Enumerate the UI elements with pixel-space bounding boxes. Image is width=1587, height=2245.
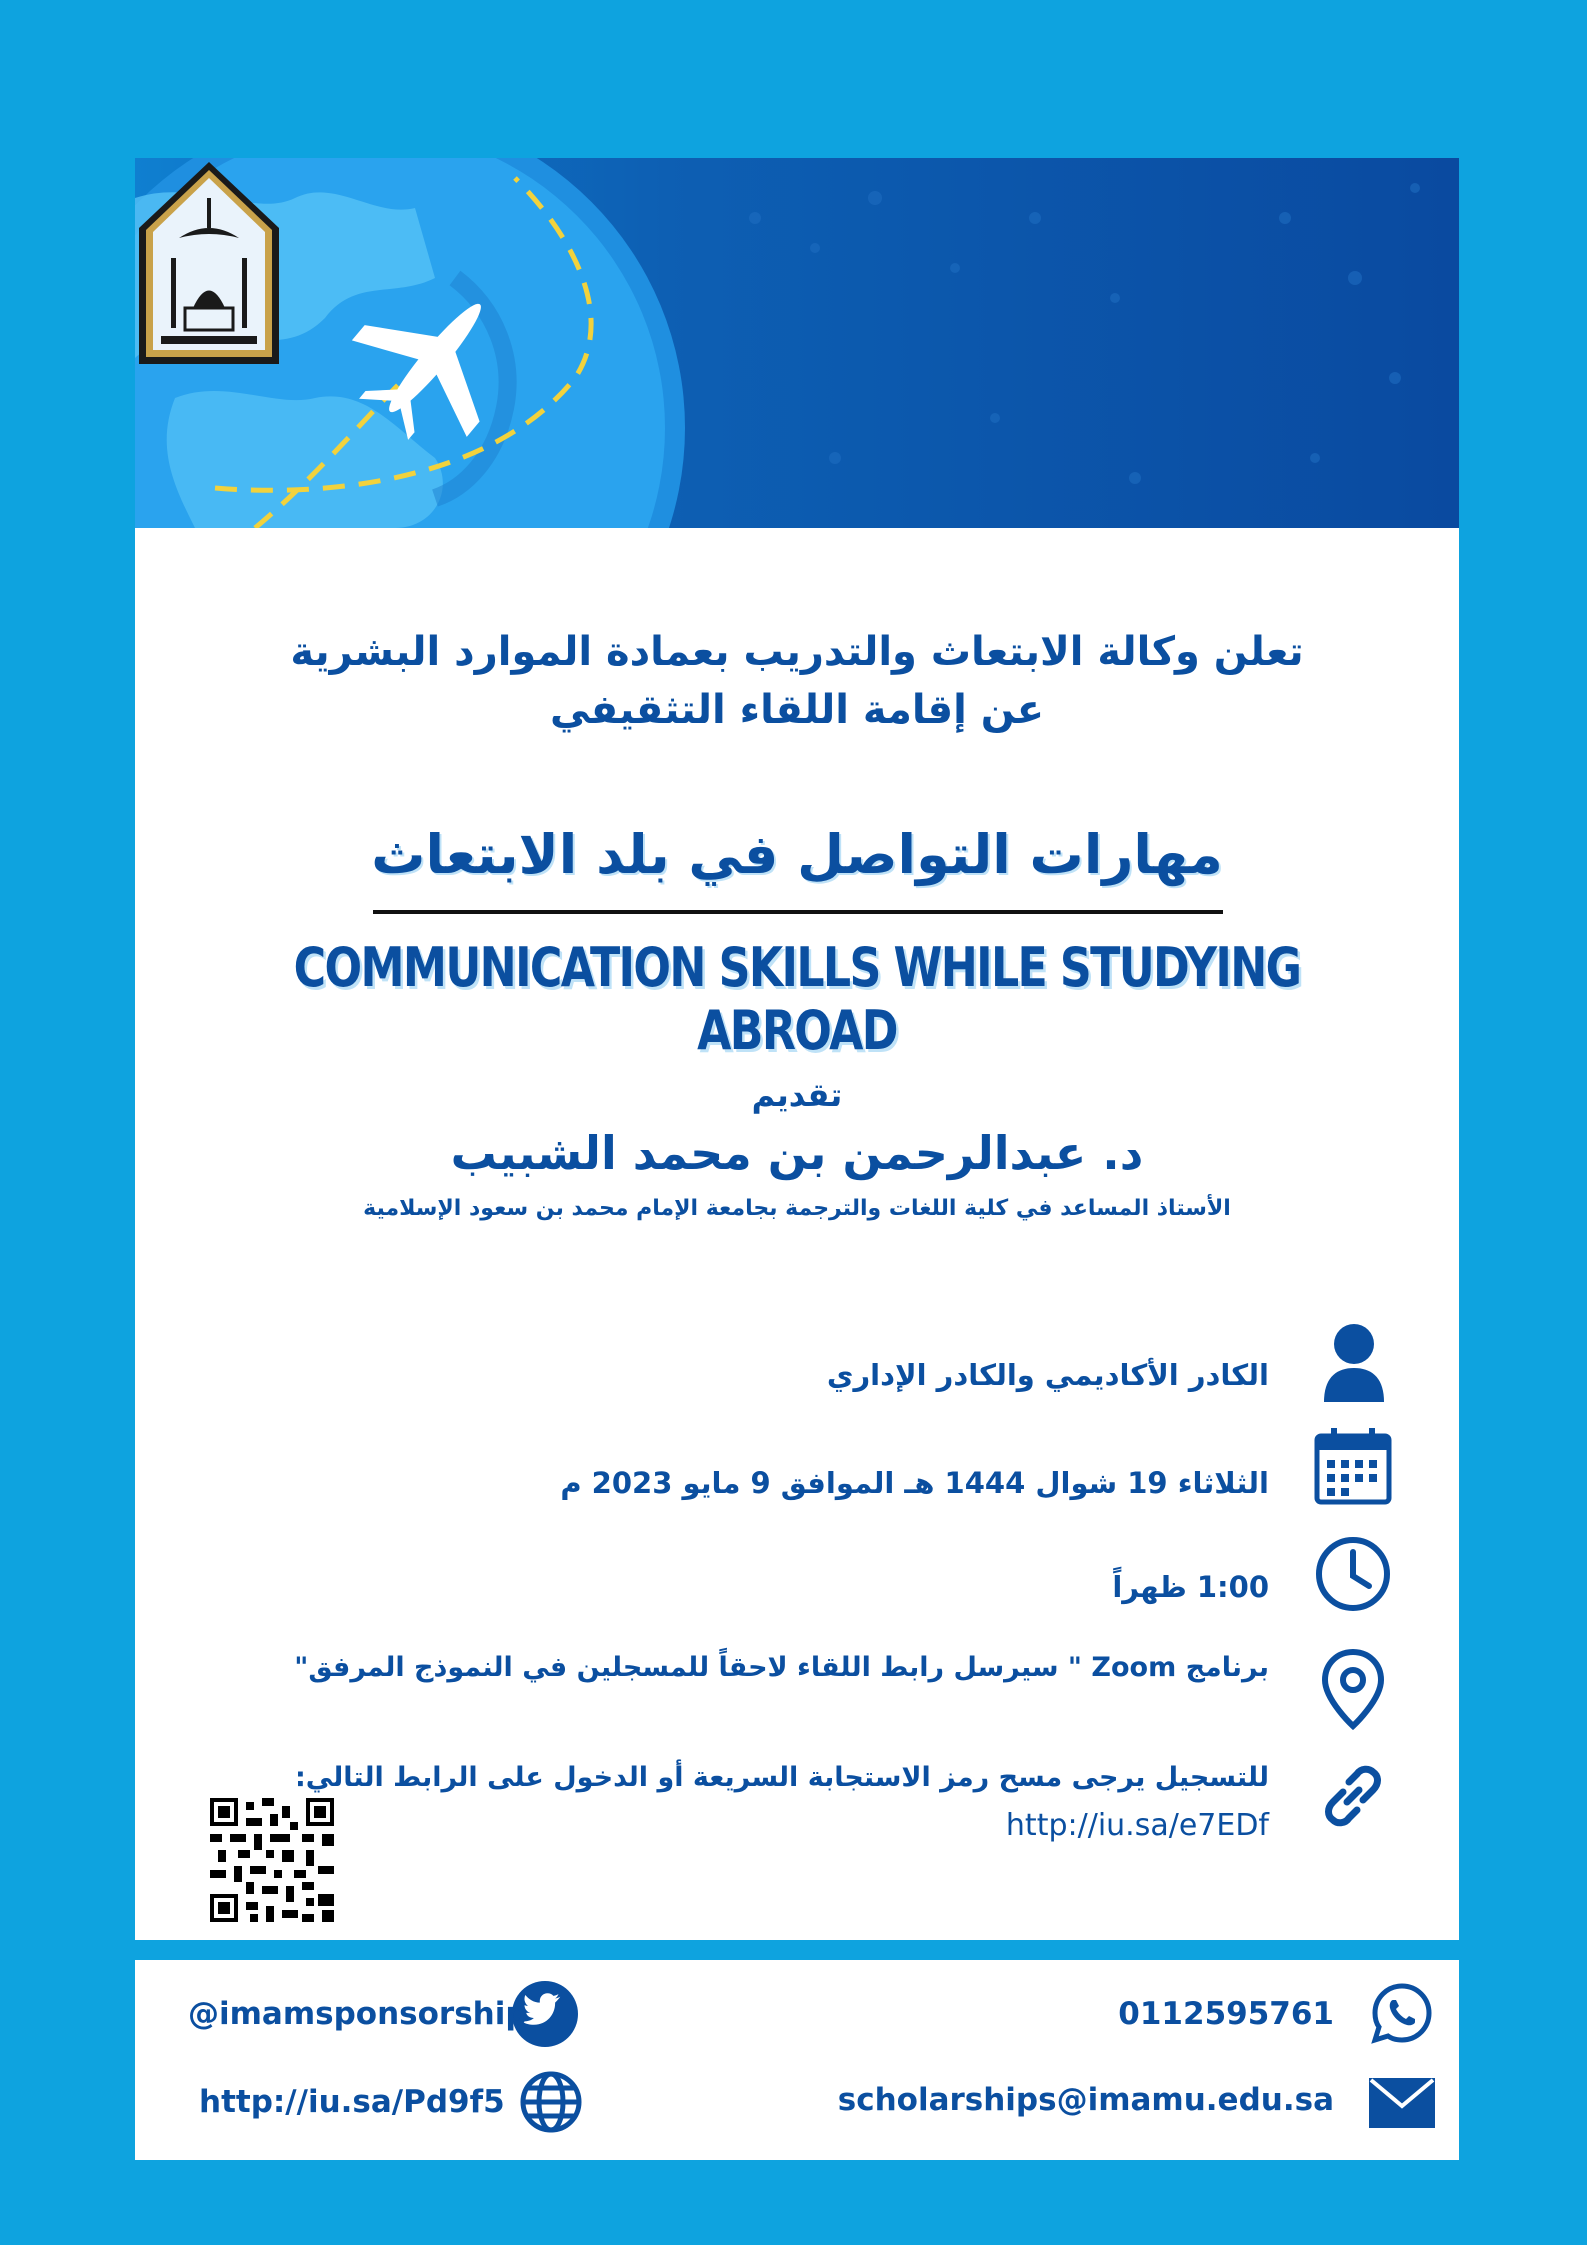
platform-text: برنامج Zoom " سيرسل رابط اللقاء لاحقاً للمسجلين في النموذج المرفق" (294, 1652, 1269, 1683)
whatsapp-icon[interactable] (1369, 1980, 1435, 2046)
registration-text: للتسجيل يرجى مسح رمز الاستجابة السريعة أو الدخول على الرابط التالي: (294, 1762, 1269, 1793)
announcement-line-2: عن إقامة اللقاء التثقيفي (549, 687, 1045, 733)
poster-card (135, 158, 1459, 1940)
presenter-name: د. عبدالرحمن بن محمد الشبيب (450, 1126, 1144, 1180)
location-pin-icon (1321, 1648, 1385, 1730)
qr-code (210, 1798, 334, 1922)
time-text: 1:00 ظهراً (1112, 1570, 1269, 1604)
date-text: الثلاثاء 19 شوال 1444 هـ الموافق 9 مايو 2023 م (560, 1466, 1269, 1500)
header-banner (135, 158, 1459, 528)
person-icon (1318, 1322, 1390, 1404)
contact-footer (135, 1960, 1459, 2160)
announcement-line-1: تعلن وكالة الابتعاث والتدريب بعمادة الموارد البشرية (290, 629, 1304, 675)
registration-link[interactable]: http://iu.sa/e7EDf (1005, 1808, 1269, 1843)
globe-icon[interactable] (519, 2070, 583, 2134)
university-logo (135, 158, 283, 370)
title-english: COMMUNICATION SKILLS WHILE STUDYING ABROAD (293, 936, 1301, 1062)
website-link[interactable]: http://iu.sa/Pd9f5 (199, 2084, 505, 2120)
presenter-description: الأستاذ المساعد في كلية اللغات والترجمة بجامعة الإمام محمد بن سعود الإسلامية (363, 1196, 1231, 1221)
calendar-icon (1313, 1426, 1393, 1506)
title-divider (373, 910, 1223, 914)
announcement (135, 623, 1459, 739)
title-arabic: مهارات التواصل في بلد الابتعاث (371, 823, 1223, 886)
envelope-icon[interactable] (1369, 2078, 1435, 2128)
whatsapp-number[interactable]: 0112595761 (1118, 1996, 1334, 2032)
presenter-label: تقديم (751, 1076, 843, 1114)
twitter-handle[interactable]: @imamsponsorship (188, 1996, 528, 2032)
globe-airplane-illustration (135, 158, 1459, 528)
clock-icon (1313, 1534, 1393, 1614)
email-address[interactable]: scholarships@imamu.edu.sa (837, 2082, 1334, 2118)
link-icon (1315, 1758, 1391, 1834)
audience-text: الكادر الأكاديمي والكادر الإداري (826, 1358, 1269, 1392)
